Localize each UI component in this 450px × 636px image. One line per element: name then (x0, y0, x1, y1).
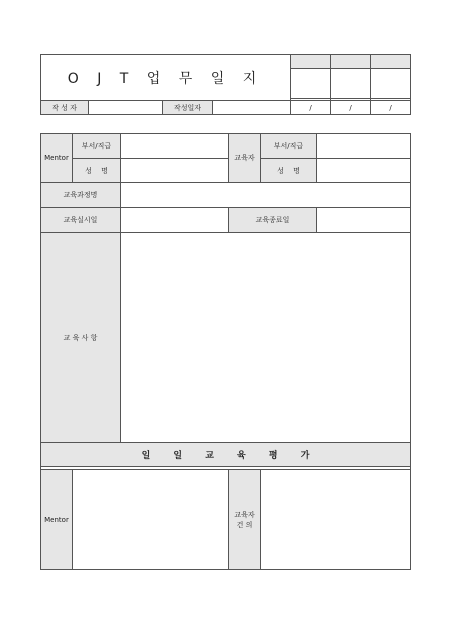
course-name-field[interactable] (121, 183, 411, 208)
trainee-name-label: 성 명 (261, 159, 317, 183)
date-label: 작성일자 (163, 101, 213, 115)
approval-sign-3[interactable] (371, 69, 411, 99)
date-slash-3[interactable]: / (371, 101, 411, 115)
eval-mentor-label: Mentor (41, 470, 73, 570)
mentor-name-label: 성 명 (73, 159, 121, 183)
main-table (40, 133, 411, 570)
mentor-label: Mentor (41, 134, 73, 183)
start-date-label: 교육실시일 (41, 208, 121, 233)
training-content-field[interactable] (121, 233, 411, 443)
approval-head-1 (291, 55, 331, 69)
eval-mentor-field[interactable] (73, 470, 229, 570)
training-content-label: 교 육 사 항 (41, 233, 121, 443)
approval-head-2 (331, 55, 371, 69)
mentor-dept-label: 부서/직급 (73, 134, 121, 159)
eval-trainee-label (229, 470, 261, 570)
trainee-name-field[interactable] (317, 159, 411, 183)
approval-sign-1[interactable] (291, 69, 331, 99)
trainee-dept-label: 부서/직급 (261, 134, 317, 159)
author-label: 작 성 자 (41, 101, 89, 115)
approval-head-3 (371, 55, 411, 69)
date-field[interactable] (213, 101, 291, 115)
daily-evaluation-banner: 일 일 교 육 평 가 (41, 443, 411, 467)
end-date-label: 교육종료일 (229, 208, 317, 233)
mentor-name-field[interactable] (121, 159, 229, 183)
form-title: O J T 업 무 일 지 (41, 55, 291, 101)
trainee-label: 교육자 (229, 134, 261, 183)
trainee-dept-field[interactable] (317, 134, 411, 159)
end-date-field[interactable] (317, 208, 411, 233)
mentor-dept-field[interactable] (121, 134, 229, 159)
eval-trainee-label-line2: 건 의 (236, 520, 253, 529)
course-name-label: 교육과정명 (41, 183, 121, 208)
date-slash-1[interactable]: / (291, 101, 331, 115)
start-date-field[interactable] (121, 208, 229, 233)
date-slash-2[interactable]: / (331, 101, 371, 115)
eval-trainee-field[interactable] (261, 470, 411, 570)
author-field[interactable] (89, 101, 163, 115)
header-table (40, 54, 411, 115)
eval-trainee-label-line1: 교육자 (234, 510, 255, 519)
approval-sign-2[interactable] (331, 69, 371, 99)
